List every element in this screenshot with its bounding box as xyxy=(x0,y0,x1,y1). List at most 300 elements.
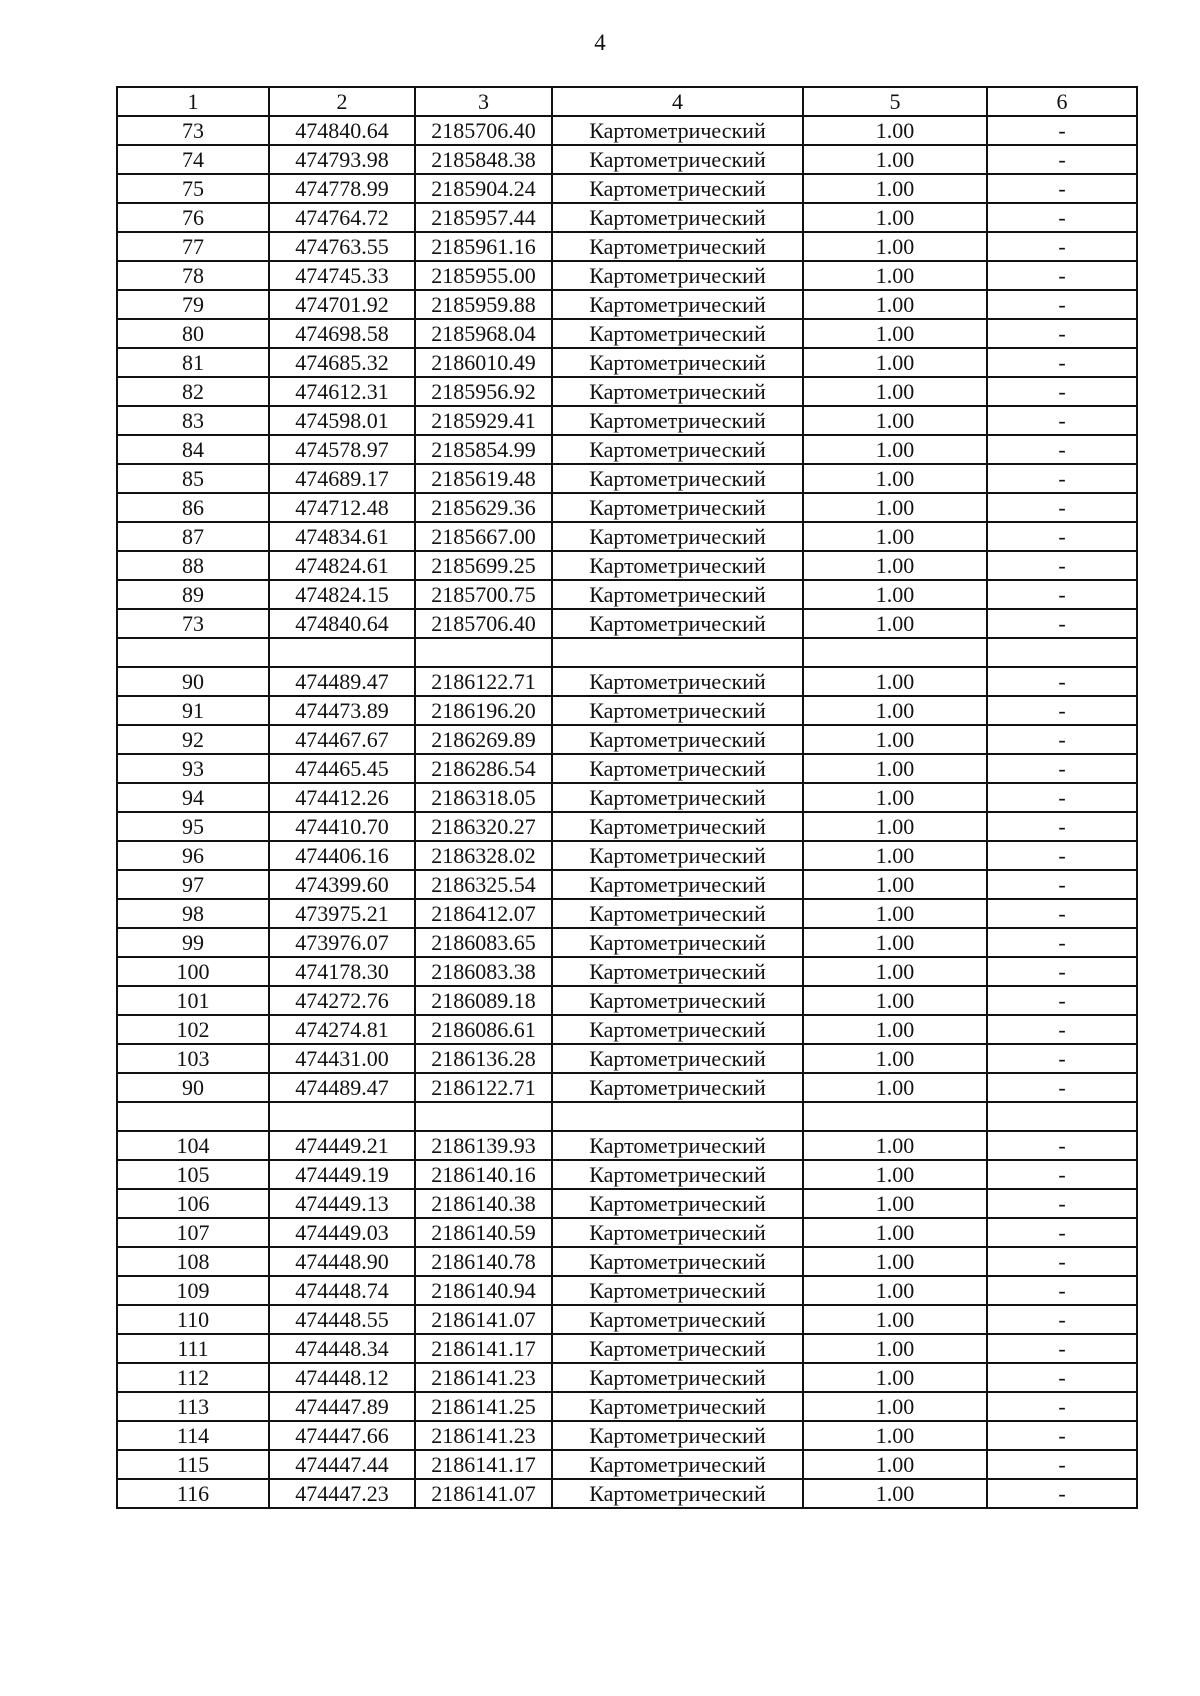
x-coordinate-cell: 474612.31 xyxy=(269,377,415,406)
x-coordinate-cell: 474834.61 xyxy=(269,522,415,551)
x-coordinate-cell: 474448.90 xyxy=(269,1247,415,1276)
method-cell: Картометрический xyxy=(552,1276,803,1305)
description-cell: - xyxy=(987,696,1137,725)
x-coordinate-cell: 474489.47 xyxy=(269,1073,415,1102)
y-coordinate-cell: 2186140.59 xyxy=(415,1218,552,1247)
point-number-cell: 91 xyxy=(117,696,269,725)
method-cell: Картометрический xyxy=(552,1218,803,1247)
point-number-cell: 90 xyxy=(117,1073,269,1102)
point-number-cell: 99 xyxy=(117,928,269,957)
accuracy-cell: 1.00 xyxy=(803,957,987,986)
table-row xyxy=(117,464,1137,493)
method-cell: Картометрический xyxy=(552,290,803,319)
y-coordinate-cell: 2185929.41 xyxy=(415,406,552,435)
point-number-cell xyxy=(117,1102,269,1131)
point-number-cell: 86 xyxy=(117,493,269,522)
method-cell: Картометрический xyxy=(552,754,803,783)
accuracy-cell: 1.00 xyxy=(803,290,987,319)
point-number-cell: 74 xyxy=(117,145,269,174)
method-cell: Картометрический xyxy=(552,986,803,1015)
method-cell: Картометрический xyxy=(552,1305,803,1334)
x-coordinate-cell: 474685.32 xyxy=(269,348,415,377)
table-row xyxy=(117,986,1137,1015)
description-cell: - xyxy=(987,1073,1137,1102)
x-coordinate-cell: 474473.89 xyxy=(269,696,415,725)
y-coordinate-cell: 2186412.07 xyxy=(415,899,552,928)
y-coordinate-cell: 2186140.78 xyxy=(415,1247,552,1276)
description-cell: - xyxy=(987,261,1137,290)
description-cell xyxy=(987,638,1137,667)
description-cell: - xyxy=(987,667,1137,696)
description-cell: - xyxy=(987,174,1137,203)
x-coordinate-cell: 474448.55 xyxy=(269,1305,415,1334)
x-coordinate-cell: 474447.44 xyxy=(269,1450,415,1479)
method-cell: Картометрический xyxy=(552,1450,803,1479)
table-row xyxy=(117,174,1137,203)
table-row xyxy=(117,812,1137,841)
description-cell: - xyxy=(987,841,1137,870)
description-cell: - xyxy=(987,551,1137,580)
table-row xyxy=(117,1479,1137,1508)
method-cell: Картометрический xyxy=(552,319,803,348)
point-number-cell: 79 xyxy=(117,290,269,319)
point-number-cell: 75 xyxy=(117,174,269,203)
point-number-cell: 97 xyxy=(117,870,269,899)
table-separator-row xyxy=(117,638,1137,667)
y-coordinate-cell: 2186140.94 xyxy=(415,1276,552,1305)
table-row xyxy=(117,928,1137,957)
description-cell: - xyxy=(987,1363,1137,1392)
point-number-cell: 108 xyxy=(117,1247,269,1276)
table-row xyxy=(117,609,1137,638)
y-coordinate-cell: 2186320.27 xyxy=(415,812,552,841)
method-cell: Картометрический xyxy=(552,377,803,406)
accuracy-cell: 1.00 xyxy=(803,1450,987,1479)
accuracy-cell: 1.00 xyxy=(803,1218,987,1247)
method-cell: Картометрический xyxy=(552,203,803,232)
point-number-cell: 96 xyxy=(117,841,269,870)
accuracy-cell: 1.00 xyxy=(803,812,987,841)
description-cell: - xyxy=(987,203,1137,232)
header-cell: 2 xyxy=(269,87,415,116)
table-row xyxy=(117,1363,1137,1392)
description-cell: - xyxy=(987,1044,1137,1073)
method-cell: Картометрический xyxy=(552,899,803,928)
description-cell: - xyxy=(987,348,1137,377)
accuracy-cell: 1.00 xyxy=(803,899,987,928)
point-number-cell: 87 xyxy=(117,522,269,551)
table-row xyxy=(117,725,1137,754)
y-coordinate-cell: 2186136.28 xyxy=(415,1044,552,1073)
accuracy-cell: 1.00 xyxy=(803,928,987,957)
table-row xyxy=(117,377,1137,406)
x-coordinate-cell: 474449.21 xyxy=(269,1131,415,1160)
point-number-cell: 88 xyxy=(117,551,269,580)
table-header-row xyxy=(117,87,1137,116)
table-row xyxy=(117,551,1137,580)
accuracy-cell: 1.00 xyxy=(803,1334,987,1363)
description-cell: - xyxy=(987,1479,1137,1508)
table-row xyxy=(117,1015,1137,1044)
point-number-cell: 77 xyxy=(117,232,269,261)
x-coordinate-cell: 474465.45 xyxy=(269,754,415,783)
description-cell: - xyxy=(987,986,1137,1015)
method-cell: Картометрический xyxy=(552,551,803,580)
accuracy-cell xyxy=(803,1102,987,1131)
point-number-cell: 80 xyxy=(117,319,269,348)
point-number-cell: 105 xyxy=(117,1160,269,1189)
y-coordinate-cell: 2185956.92 xyxy=(415,377,552,406)
method-cell: Картометрический xyxy=(552,725,803,754)
method-cell: Картометрический xyxy=(552,261,803,290)
table-row xyxy=(117,899,1137,928)
method-cell: Картометрический xyxy=(552,406,803,435)
table-separator-row xyxy=(117,1102,1137,1131)
table-row xyxy=(117,1131,1137,1160)
point-number-cell: 103 xyxy=(117,1044,269,1073)
table-row xyxy=(117,1276,1137,1305)
point-number-cell: 110 xyxy=(117,1305,269,1334)
y-coordinate-cell: 2186141.23 xyxy=(415,1421,552,1450)
method-cell: Картометрический xyxy=(552,232,803,261)
accuracy-cell: 1.00 xyxy=(803,609,987,638)
method-cell: Картометрический xyxy=(552,1073,803,1102)
y-coordinate-cell: 2186122.71 xyxy=(415,1073,552,1102)
x-coordinate-cell: 474467.67 xyxy=(269,725,415,754)
table-row xyxy=(117,522,1137,551)
accuracy-cell: 1.00 xyxy=(803,551,987,580)
description-cell: - xyxy=(987,377,1137,406)
description-cell: - xyxy=(987,783,1137,812)
accuracy-cell: 1.00 xyxy=(803,232,987,261)
description-cell: - xyxy=(987,116,1137,145)
point-number-cell: 76 xyxy=(117,203,269,232)
accuracy-cell: 1.00 xyxy=(803,435,987,464)
x-coordinate-cell: 474447.23 xyxy=(269,1479,415,1508)
method-cell: Картометрический xyxy=(552,1334,803,1363)
point-number-cell: 111 xyxy=(117,1334,269,1363)
description-cell: - xyxy=(987,725,1137,754)
accuracy-cell: 1.00 xyxy=(803,1305,987,1334)
accuracy-cell: 1.00 xyxy=(803,145,987,174)
point-number-cell: 104 xyxy=(117,1131,269,1160)
accuracy-cell: 1.00 xyxy=(803,580,987,609)
method-cell: Картометрический xyxy=(552,493,803,522)
x-coordinate-cell: 474793.98 xyxy=(269,145,415,174)
y-coordinate-cell: 2185848.38 xyxy=(415,145,552,174)
y-coordinate-cell: 2185854.99 xyxy=(415,435,552,464)
method-cell: Картометрический xyxy=(552,928,803,957)
description-cell: - xyxy=(987,232,1137,261)
x-coordinate-cell: 474406.16 xyxy=(269,841,415,870)
y-coordinate-cell: 2186325.54 xyxy=(415,870,552,899)
y-coordinate-cell: 2186140.16 xyxy=(415,1160,552,1189)
x-coordinate-cell: 474689.17 xyxy=(269,464,415,493)
table-row xyxy=(117,1305,1137,1334)
y-coordinate-cell: 2186083.38 xyxy=(415,957,552,986)
description-cell: - xyxy=(987,1247,1137,1276)
x-coordinate-cell: 474178.30 xyxy=(269,957,415,986)
table-row xyxy=(117,754,1137,783)
accuracy-cell: 1.00 xyxy=(803,522,987,551)
x-coordinate-cell: 474410.70 xyxy=(269,812,415,841)
table-row xyxy=(117,783,1137,812)
y-coordinate-cell: 2185955.00 xyxy=(415,261,552,290)
x-coordinate-cell: 474448.34 xyxy=(269,1334,415,1363)
x-coordinate-cell: 474712.48 xyxy=(269,493,415,522)
x-coordinate-cell: 473975.21 xyxy=(269,899,415,928)
x-coordinate-cell: 474431.00 xyxy=(269,1044,415,1073)
method-cell xyxy=(552,1102,803,1131)
point-number-cell: 100 xyxy=(117,957,269,986)
table-row xyxy=(117,580,1137,609)
y-coordinate-cell: 2186141.17 xyxy=(415,1334,552,1363)
table-row xyxy=(117,406,1137,435)
x-coordinate-cell: 474412.26 xyxy=(269,783,415,812)
accuracy-cell: 1.00 xyxy=(803,725,987,754)
accuracy-cell: 1.00 xyxy=(803,783,987,812)
accuracy-cell: 1.00 xyxy=(803,1479,987,1508)
y-coordinate-cell: 2186269.89 xyxy=(415,725,552,754)
table-row xyxy=(117,493,1137,522)
x-coordinate-cell: 474449.19 xyxy=(269,1160,415,1189)
x-coordinate-cell: 473976.07 xyxy=(269,928,415,957)
accuracy-cell: 1.00 xyxy=(803,464,987,493)
accuracy-cell: 1.00 xyxy=(803,493,987,522)
y-coordinate-cell: 2186089.18 xyxy=(415,986,552,1015)
point-number-cell: 89 xyxy=(117,580,269,609)
point-number-cell xyxy=(117,638,269,667)
x-coordinate-cell: 474745.33 xyxy=(269,261,415,290)
method-cell: Картометрический xyxy=(552,696,803,725)
point-number-cell: 114 xyxy=(117,1421,269,1450)
method-cell: Картометрический xyxy=(552,812,803,841)
x-coordinate-cell: 474764.72 xyxy=(269,203,415,232)
y-coordinate-cell: 2185904.24 xyxy=(415,174,552,203)
header-cell: 5 xyxy=(803,87,987,116)
x-coordinate-cell: 474778.99 xyxy=(269,174,415,203)
method-cell: Картометрический xyxy=(552,145,803,174)
x-coordinate-cell: 474840.64 xyxy=(269,609,415,638)
x-coordinate-cell: 474399.60 xyxy=(269,870,415,899)
y-coordinate-cell: 2186286.54 xyxy=(415,754,552,783)
point-number-cell: 98 xyxy=(117,899,269,928)
table-row xyxy=(117,1218,1137,1247)
description-cell: - xyxy=(987,812,1137,841)
description-cell: - xyxy=(987,1421,1137,1450)
point-number-cell: 109 xyxy=(117,1276,269,1305)
description-cell: - xyxy=(987,406,1137,435)
description-cell: - xyxy=(987,290,1137,319)
y-coordinate-cell: 2185629.36 xyxy=(415,493,552,522)
point-number-cell: 73 xyxy=(117,116,269,145)
accuracy-cell: 1.00 xyxy=(803,1044,987,1073)
description-cell: - xyxy=(987,1189,1137,1218)
point-number-cell: 81 xyxy=(117,348,269,377)
y-coordinate-cell: 2186141.17 xyxy=(415,1450,552,1479)
coordinates-table xyxy=(116,86,1138,1509)
x-coordinate-cell: 474763.55 xyxy=(269,232,415,261)
y-coordinate-cell: 2185959.88 xyxy=(415,290,552,319)
method-cell: Картометрический xyxy=(552,783,803,812)
method-cell: Картометрический xyxy=(552,667,803,696)
accuracy-cell: 1.00 xyxy=(803,1073,987,1102)
y-coordinate-cell xyxy=(415,1102,552,1131)
x-coordinate-cell: 474449.03 xyxy=(269,1218,415,1247)
table-row xyxy=(117,290,1137,319)
method-cell: Картометрический xyxy=(552,1044,803,1073)
accuracy-cell: 1.00 xyxy=(803,870,987,899)
point-number-cell: 102 xyxy=(117,1015,269,1044)
y-coordinate-cell xyxy=(415,638,552,667)
table-row xyxy=(117,1421,1137,1450)
point-number-cell: 92 xyxy=(117,725,269,754)
description-cell: - xyxy=(987,870,1137,899)
point-number-cell: 78 xyxy=(117,261,269,290)
y-coordinate-cell: 2185706.40 xyxy=(415,609,552,638)
description-cell: - xyxy=(987,957,1137,986)
y-coordinate-cell: 2185667.00 xyxy=(415,522,552,551)
table-row xyxy=(117,1160,1137,1189)
description-cell: - xyxy=(987,145,1137,174)
table-body xyxy=(117,87,1137,1508)
table-row xyxy=(117,667,1137,696)
x-coordinate-cell: 474448.74 xyxy=(269,1276,415,1305)
point-number-cell: 85 xyxy=(117,464,269,493)
y-coordinate-cell: 2185700.75 xyxy=(415,580,552,609)
accuracy-cell: 1.00 xyxy=(803,986,987,1015)
description-cell: - xyxy=(987,1450,1137,1479)
table-row xyxy=(117,261,1137,290)
method-cell: Картометрический xyxy=(552,348,803,377)
x-coordinate-cell: 474448.12 xyxy=(269,1363,415,1392)
y-coordinate-cell: 2185706.40 xyxy=(415,116,552,145)
x-coordinate-cell: 474447.89 xyxy=(269,1392,415,1421)
method-cell: Картометрический xyxy=(552,1160,803,1189)
point-number-cell: 93 xyxy=(117,754,269,783)
accuracy-cell xyxy=(803,638,987,667)
x-coordinate-cell: 474447.66 xyxy=(269,1421,415,1450)
method-cell: Картометрический xyxy=(552,174,803,203)
method-cell: Картометрический xyxy=(552,1421,803,1450)
point-number-cell: 107 xyxy=(117,1218,269,1247)
table-row xyxy=(117,870,1137,899)
y-coordinate-cell: 2186141.07 xyxy=(415,1305,552,1334)
accuracy-cell: 1.00 xyxy=(803,1392,987,1421)
table-row xyxy=(117,1334,1137,1363)
page-number: 4 xyxy=(594,30,606,55)
table-row xyxy=(117,232,1137,261)
y-coordinate-cell: 2186139.93 xyxy=(415,1131,552,1160)
x-coordinate-cell: 474272.76 xyxy=(269,986,415,1015)
accuracy-cell: 1.00 xyxy=(803,203,987,232)
accuracy-cell: 1.00 xyxy=(803,1276,987,1305)
point-number-cell: 83 xyxy=(117,406,269,435)
table-row xyxy=(117,319,1137,348)
description-cell: - xyxy=(987,435,1137,464)
description-cell: - xyxy=(987,928,1137,957)
point-number-cell: 113 xyxy=(117,1392,269,1421)
description-cell xyxy=(987,1102,1137,1131)
description-cell: - xyxy=(987,754,1137,783)
description-cell: - xyxy=(987,899,1137,928)
description-cell: - xyxy=(987,1392,1137,1421)
method-cell: Картометрический xyxy=(552,609,803,638)
accuracy-cell: 1.00 xyxy=(803,406,987,435)
y-coordinate-cell: 2185619.48 xyxy=(415,464,552,493)
table-row xyxy=(117,957,1137,986)
accuracy-cell: 1.00 xyxy=(803,1015,987,1044)
accuracy-cell: 1.00 xyxy=(803,1160,987,1189)
table-row xyxy=(117,841,1137,870)
method-cell: Картометрический xyxy=(552,841,803,870)
x-coordinate-cell xyxy=(269,1102,415,1131)
y-coordinate-cell: 2186141.25 xyxy=(415,1392,552,1421)
accuracy-cell: 1.00 xyxy=(803,377,987,406)
y-coordinate-cell: 2186010.49 xyxy=(415,348,552,377)
table-row xyxy=(117,1247,1137,1276)
y-coordinate-cell: 2186318.05 xyxy=(415,783,552,812)
point-number-cell: 95 xyxy=(117,812,269,841)
table-row xyxy=(117,348,1137,377)
table-row xyxy=(117,1073,1137,1102)
point-number-cell: 106 xyxy=(117,1189,269,1218)
accuracy-cell: 1.00 xyxy=(803,1421,987,1450)
description-cell: - xyxy=(987,580,1137,609)
accuracy-cell: 1.00 xyxy=(803,261,987,290)
point-number-cell: 84 xyxy=(117,435,269,464)
table-row xyxy=(117,116,1137,145)
method-cell: Картометрический xyxy=(552,1247,803,1276)
description-cell: - xyxy=(987,522,1137,551)
accuracy-cell: 1.00 xyxy=(803,667,987,696)
point-number-cell: 115 xyxy=(117,1450,269,1479)
point-number-cell: 101 xyxy=(117,986,269,1015)
accuracy-cell: 1.00 xyxy=(803,174,987,203)
y-coordinate-cell: 2186083.65 xyxy=(415,928,552,957)
method-cell: Картометрический xyxy=(552,464,803,493)
method-cell: Картометрический xyxy=(552,435,803,464)
y-coordinate-cell: 2186141.07 xyxy=(415,1479,552,1508)
description-cell: - xyxy=(987,1218,1137,1247)
y-coordinate-cell: 2186140.38 xyxy=(415,1189,552,1218)
x-coordinate-cell xyxy=(269,638,415,667)
x-coordinate-cell: 474701.92 xyxy=(269,290,415,319)
method-cell: Картометрический xyxy=(552,580,803,609)
method-cell: Картометрический xyxy=(552,870,803,899)
table-row xyxy=(117,435,1137,464)
x-coordinate-cell: 474840.64 xyxy=(269,116,415,145)
table-row xyxy=(117,203,1137,232)
description-cell: - xyxy=(987,319,1137,348)
x-coordinate-cell: 474274.81 xyxy=(269,1015,415,1044)
table-row xyxy=(117,145,1137,174)
y-coordinate-cell: 2185968.04 xyxy=(415,319,552,348)
description-cell: - xyxy=(987,1015,1137,1044)
point-number-cell: 116 xyxy=(117,1479,269,1508)
y-coordinate-cell: 2186196.20 xyxy=(415,696,552,725)
method-cell: Картометрический xyxy=(552,1015,803,1044)
method-cell: Картометрический xyxy=(552,1363,803,1392)
header-cell: 3 xyxy=(415,87,552,116)
table-row xyxy=(117,1189,1137,1218)
table-row xyxy=(117,1450,1137,1479)
accuracy-cell: 1.00 xyxy=(803,1131,987,1160)
point-number-cell: 73 xyxy=(117,609,269,638)
method-cell: Картометрический xyxy=(552,1479,803,1508)
accuracy-cell: 1.00 xyxy=(803,319,987,348)
header-cell: 1 xyxy=(117,87,269,116)
